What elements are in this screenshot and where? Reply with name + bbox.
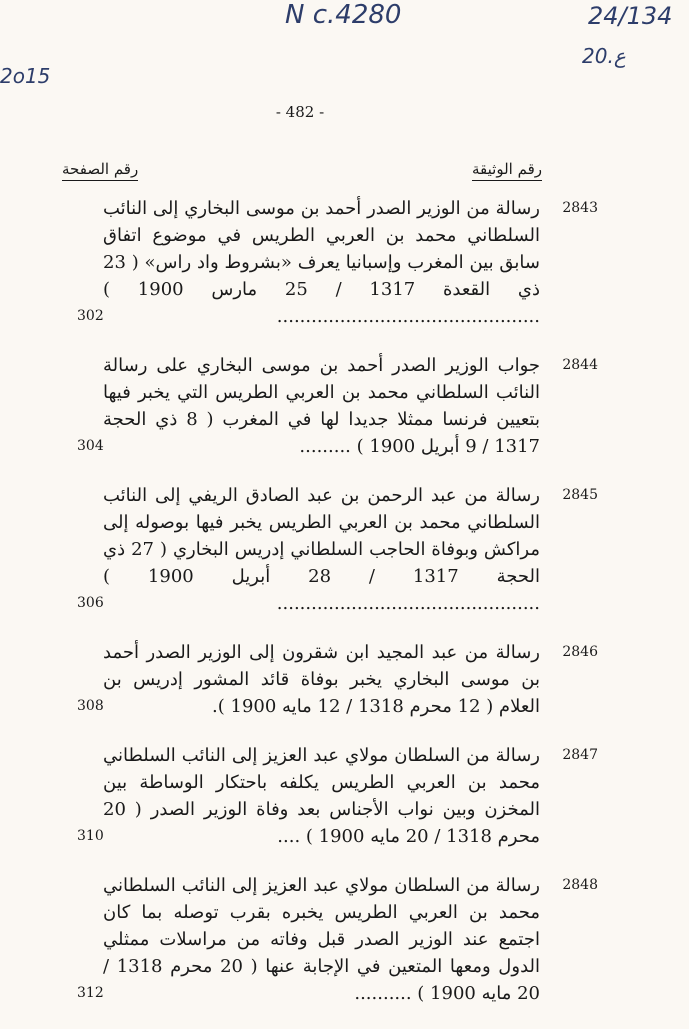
entry-number: 2847 (562, 747, 598, 763)
entry (70, 639, 598, 720)
entry-description: جواب الوزير الصدر أحمد بن موسى البخاري على رسالة النائب السلطاني محمد بن العربي الطريس التي يخبر فيها بتعيين فرنسا ممثلا جديدا لها في المغرب ( 8 ذي الحجة 1317 / 9 أبريل 1900 ) ......... (103, 355, 541, 457)
entry (70, 482, 598, 617)
entry (70, 742, 598, 850)
handwritten-catalog-ref: N c.4280 (285, 0, 402, 30)
entry-description: رسالة من عبد المجيد ابن شقرون إلى الوزير الصدر أحمد بن موسى البخاري يخبر بوفاة قائد المشور إدريس بن العلام ( 12 محرم 1318 / 12 مايه 1900 ). (103, 642, 540, 717)
entry-page: 312 (77, 985, 104, 1001)
entry (70, 872, 598, 1007)
entry-number: 2845 (562, 487, 598, 503)
entry-page: 310 (77, 828, 104, 844)
entry-description: رسالة من الوزير الصدر أحمد بن موسى البخاري إلى النائب السلطاني محمد بن العربي الطريس في موضوع اتفاق سابق بين المغرب وإسبانيا يعرف «بشروط واد راس» ( 23 ذي القعدة 1317 / 25 مارس 1900 ) .............................................. (103, 198, 541, 327)
page-number-header: رقم الصفحة (62, 160, 138, 181)
handwritten-folio-ref: 24/134 (588, 2, 673, 30)
entry-page: 304 (77, 438, 104, 454)
entry-description: رسالة من السلطان مولاي عبد العزيز إلى النائب السلطاني محمد بن العربي الطريس يكلفه باحتكار الوساطة بين المخزن وبين نواب الأجناس بعد وفاة الوزير الصدر ( 20 محرم 1318 / 20 مايه 1900 ) .... (103, 745, 540, 847)
entry-number: 2846 (562, 644, 598, 660)
entry-description: رسالة من عبد الرحمن بن عبد الصادق الريفي إلى النائب السلطاني محمد بن العربي الطريس يخبر فيها بوصوله إلى مراكش وبوفاة الحاجب السلطاني إدريس البخاري ( 27 ذي الحجة 1317 / 28 أبريل 1900 ) .............................................. (103, 485, 541, 614)
entry (70, 195, 598, 330)
document-number-header: رقم الوثيقة (472, 160, 542, 181)
entry-page: 308 (77, 698, 104, 714)
entry-number: 2843 (562, 200, 598, 216)
entry-page: 306 (77, 595, 104, 611)
entry-page: 302 (77, 308, 104, 324)
entry (70, 352, 598, 460)
handwritten-margin-ref: 2o15 (0, 64, 51, 88)
entry-number: 2848 (562, 877, 598, 893)
entry-description: رسالة من السلطان مولاي عبد العزيز إلى النائب السلطاني محمد بن العربي الطريس يخبره بقرب توصله بما كان اجتمع عند الوزير الصدر قبل وفاته من مراسلات ممثلي الدول ومعها المتعين في الإجابة عنها ( 20 محرم 1318 / 20 مايه 1900 ) .......... (103, 875, 540, 1004)
entry-number: 2844 (562, 357, 598, 373)
handwritten-sub-ref: 20.ع (582, 44, 626, 68)
entries-list (70, 195, 598, 1029)
page-number: - 482 - (275, 103, 325, 121)
